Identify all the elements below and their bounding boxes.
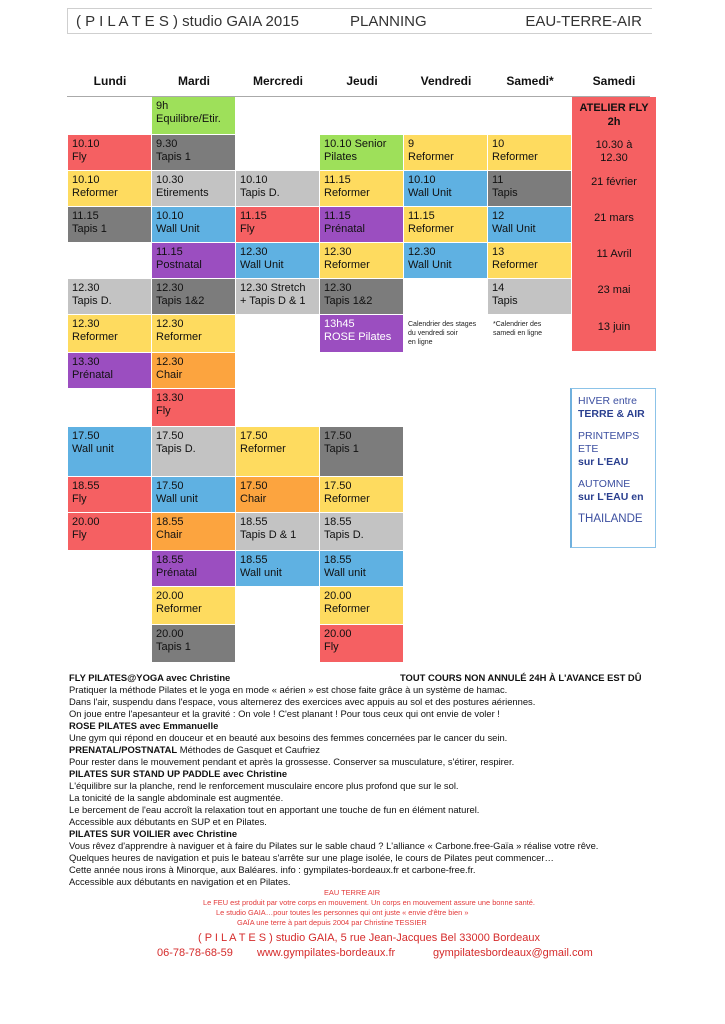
text-line: Pratiquer la méthode Pilates et le yoga en mode « aérien » est chose faite grâce à un système de hamac.: [69, 684, 508, 695]
text-line: Quelques heures de navigation et puis le bateau s'arrête sur une plage isolée, le cours de Pilates peut commencer…: [69, 852, 554, 863]
day-mardi: Mardi: [177, 74, 210, 88]
class-cell: 18.55 Fly: [68, 477, 152, 513]
fly-title: FLY PILATES@YOGA avec Christine: [69, 672, 231, 683]
class-cell: 12.30 Wall Unit: [236, 243, 320, 279]
season-line: PRINTEMPS: [578, 430, 640, 442]
text-line: Vous rêvez d'apprendre à naviguer et à faire du Pilates sur le sable chaud ? L'alliance « Carbone.free-Gaïa » réalise votre rêve.: [69, 840, 599, 851]
class-cell: 20.00 Reformer: [152, 587, 236, 625]
class-cell: 11.15 Reformer: [404, 207, 488, 243]
class-cell: 13.30 Prénatal: [68, 353, 152, 389]
season-line: HIVER entre: [578, 395, 637, 407]
credo-line: EAU TERRE AIR: [324, 888, 381, 897]
season-line: THAILANDE: [578, 513, 643, 525]
page-header: [67, 8, 652, 34]
class-cell: 17.50 Reformer: [320, 477, 404, 513]
class-cell: 20.00 Fly: [68, 513, 152, 551]
note-vendredi: Calendrier des stages du vendredi soir en ligne: [408, 321, 477, 346]
class-cell: 17.50 Tapis 1: [320, 427, 404, 477]
class-cell-rose: 13h45 ROSE Pilates: [320, 315, 404, 353]
class-cell: 12.30 Chair: [152, 353, 236, 389]
atelier-date: 23 mai: [597, 284, 631, 296]
class-cell: 13 Reformer: [488, 243, 572, 279]
text-line: Le bercement de l'eau accroît la relaxation tout en apportant une touche de fun en élément naturel.: [69, 804, 480, 815]
class-cell: 12.30 Tapis D.: [68, 279, 152, 315]
class-cell: 12.30 Stretch + Tapis D & 1: [236, 279, 320, 315]
class-cell: 10.10 Wall Unit: [152, 207, 236, 243]
class-cell: 10 Reformer: [488, 135, 572, 171]
credo-line: Le FEU est produit par votre corps en mouvement. Un corps en mouvement assure une bonne santé.: [203, 898, 535, 907]
text-line: La tonicité de la sangle abdominale est augmentée.: [69, 792, 284, 803]
text-line: L'équilibre sur la planche, rend le renforcement musculaire encore plus profond que sur le sol.: [69, 780, 459, 791]
note-samedi: *Calendrier des samedi en ligne: [493, 321, 543, 337]
text-line: Une gym qui répond en douceur et en beauté aux besoins des femmes concernées par le cancer du sein.: [69, 732, 508, 743]
atelier-time: 10.30 à 12.30: [595, 139, 633, 164]
tagline: EAU-TERRE-AIR: [525, 13, 642, 30]
class-cell: 11 Tapis: [488, 171, 572, 207]
season-line: sur L'EAU en: [578, 491, 644, 503]
season-line: AUTOMNE: [578, 478, 631, 490]
class-cell: 10.10 Reformer: [68, 171, 152, 207]
text-line: On joue entre l'apesanteur et la gravité : On vole ! C'est planant ! Pour tous ceux qui ont envie de voler !: [69, 708, 500, 719]
class-cell: 9 Reformer: [404, 135, 488, 171]
class-cell: 20.00 Reformer: [320, 587, 404, 625]
class-cell: 17.50 Wall unit: [68, 427, 152, 477]
day-samedi-star: Samedi*: [506, 74, 554, 88]
sup-title: PILATES SUR STAND UP PADDLE avec Christine: [69, 768, 288, 779]
credo-line: GAÏA une terre à part depuis 2004 par Christine TESSIER: [237, 918, 427, 927]
text-line: Accessible aux débutants en navigation et en Pilates.: [69, 876, 291, 887]
day-lundi: Lundi: [93, 74, 127, 88]
season-line: ETE: [578, 443, 599, 455]
class-cell: 12.30 Tapis 1&2: [320, 279, 404, 315]
footer-email-link[interactable]: gympilatesbordeaux@gmail.com: [433, 947, 593, 959]
class-cell: 18.55 Wall unit: [236, 551, 320, 587]
class-cell: 10.10 Wall Unit: [404, 171, 488, 207]
footer-website-link[interactable]: www.gympilates-bordeaux.fr: [257, 947, 396, 959]
class-cell: 17.50 Wall unit: [152, 477, 236, 513]
class-cell: 17.50 Chair: [236, 477, 320, 513]
class-cell: 14 Tapis: [488, 279, 572, 315]
class-cell: 20.00 Fly: [320, 625, 404, 663]
class-cell: 12.30 Tapis 1&2: [152, 279, 236, 315]
footer-phone[interactable]: 06-78-78-68-59: [157, 947, 233, 959]
class-cell: 18.55 Chair: [152, 513, 236, 551]
class-cell: 18.55 Tapis D & 1: [236, 513, 320, 551]
day-jeudi: Jeudi: [346, 74, 378, 88]
class-cell: 18.55 Wall unit: [320, 551, 404, 587]
atelier-date: 21 février: [591, 176, 637, 188]
studio-title: ( P I L A T E S ) studio GAIA 2015: [76, 13, 299, 30]
day-mercredi: Mercredi: [252, 74, 304, 88]
seasons-box: [570, 388, 656, 548]
class-cell: 20.00 Tapis 1: [152, 625, 236, 663]
planning-title: PLANNING: [350, 13, 427, 30]
class-cell: 11.15 Reformer: [320, 171, 404, 207]
text-line: Cette année nous irons à Minorque, aux Baléares. info : gympilates-bordeaux.fr et carbone-free.fr.: [69, 864, 476, 875]
class-cell: 10.30 Etirements: [152, 171, 236, 207]
text-line: Pour rester dans le mouvement pendant et après la grossesse. Conserver sa musculature, s'étirer, respirer.: [69, 756, 515, 767]
atelier-date: 21 mars: [594, 212, 634, 224]
class-cell: 9.30 Tapis 1: [152, 135, 236, 171]
atelier-date: 13 juin: [597, 321, 631, 333]
atelier-fly-column: [572, 97, 656, 351]
footer-address: ( P I L A T E S ) studio GAIA, 5 rue Jean-Jacques Bel 33000 Bordeaux: [198, 932, 541, 944]
day-vendredi: Vendredi: [420, 74, 472, 88]
class-cell: 9h Equilibre/Etir.: [152, 97, 236, 135]
rose-title: ROSE PILATES avec Emmanuelle: [69, 720, 219, 731]
class-cell: 10.10 Fly: [68, 135, 152, 171]
class-cell: 10.10 Senior Pilates: [320, 135, 404, 171]
class-cell: 12.30 Reformer: [320, 243, 404, 279]
day-samedi: Samedi: [592, 74, 636, 88]
class-cell: 11.15 Tapis 1: [68, 207, 152, 243]
atelier-title: ATELIER FLY 2h: [579, 102, 649, 128]
class-cell: 12.30 Reformer: [152, 315, 236, 353]
credo-line: Le studio GAIA…pour toutes les personnes qui ont juste « envie d'être bien »: [216, 908, 469, 917]
class-cell: 18.55 Prénatal: [152, 551, 236, 587]
class-cell: 12.30 Wall Unit: [404, 243, 488, 279]
text-line: Dans l'air, suspendu dans l'espace, vous alternerez des exercices avec appuis au sol et des postures aériennes.: [69, 696, 536, 707]
class-cell: 17.50 Tapis D.: [152, 427, 236, 477]
annulation-notice: TOUT COURS NON ANNULÉ 24H À L'AVANCE EST DÛ: [400, 672, 642, 683]
prenatal-line: PRENATAL/POSTNATAL Méthodes de Gasquet et Caufriez: [69, 744, 320, 755]
atelier-date: 11 Avril: [596, 248, 632, 260]
class-cell: 10.10 Tapis D.: [236, 171, 320, 207]
voilier-title: PILATES SUR VOILIER avec Christine: [69, 828, 238, 839]
class-cell: 12 Wall Unit: [488, 207, 572, 243]
text-line: Accessible aux débutants en SUP et en Pilates.: [69, 816, 267, 827]
class-cell: 11.15 Fly: [236, 207, 320, 243]
class-cell: 18.55 Tapis D.: [320, 513, 404, 551]
class-cell: 11.15 Postnatal: [152, 243, 236, 279]
class-cell: 11.15 Prénatal: [320, 207, 404, 243]
season-line: sur L'EAU: [578, 456, 629, 468]
class-cell: 13.30 Fly: [152, 389, 236, 427]
season-line: TERRE & AIR: [578, 408, 645, 420]
class-cell: 12.30 Reformer: [68, 315, 152, 353]
class-cell: 17.50 Reformer: [236, 427, 320, 477]
